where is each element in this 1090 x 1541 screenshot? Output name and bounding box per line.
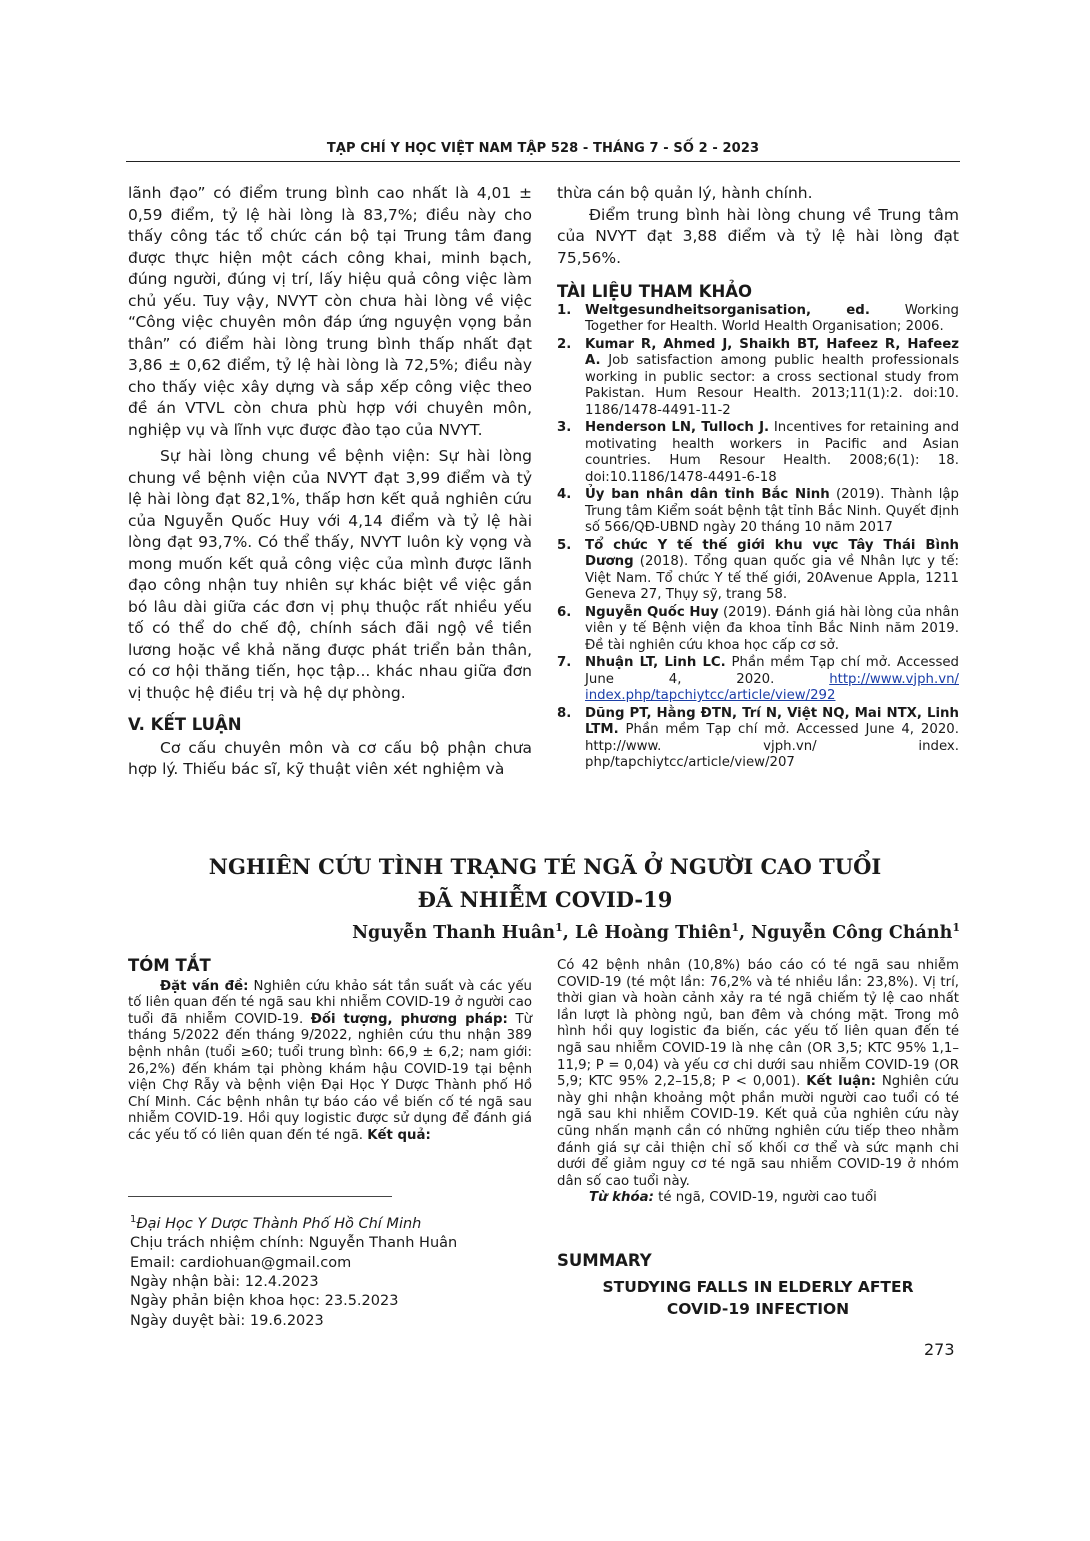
- summary-title-line: COVID-19 INFECTION: [666, 1300, 850, 1318]
- abstract-heading: TÓM TẮT: [128, 956, 211, 975]
- reference-number: 7.: [557, 655, 572, 670]
- abstract-paragraph: [128, 979, 532, 1145]
- reference-number: 4.: [557, 487, 572, 502]
- footnote-received: Ngày nhận bài: 12.4.2023: [130, 1274, 319, 1291]
- left-column-body: [128, 183, 532, 781]
- reference-body: (2018). Tổng quan quốc gia về Nhân lực y tế: Việt Nam. Tổ chức Y tế thế giới, 20Avenue Appla, 1211 Geneva 27, Thụy sỹ, trang 58.: [585, 554, 959, 602]
- reference-number: 3.: [557, 420, 572, 435]
- reference-item: [557, 303, 959, 336]
- reference-text: [585, 337, 959, 420]
- reference-authors: Ủy ban nhân dân tỉnh Bắc Ninh: [585, 487, 830, 502]
- right-column-body: [557, 183, 959, 773]
- reference-body: Phần mềm Tạp chí mở. Accessed June 4, 2020.: [585, 655, 959, 687]
- reference-link[interactable]: http://www.vjph.vn/ index.php/tapchiytcc/article/view/292: [585, 671, 959, 703]
- reference-authors: Henderson LN, Tulloch J.: [585, 420, 770, 435]
- reference-body: Phần mềm Tạp chí mở. Accessed June 4, 2020. http://www. vjph.vn/ index. php/tapchiytcc/article/view/207: [585, 722, 959, 770]
- author-name: Lê Hoàng Thiên: [574, 922, 732, 943]
- reference-item: [557, 655, 959, 705]
- reference-number: 2.: [557, 336, 572, 352]
- abstract-label: Đối tượng, phương pháp:: [310, 1011, 508, 1027]
- footnote-accepted: Ngày duyệt bài: 19.6.2023: [130, 1312, 324, 1329]
- reference-text: [585, 487, 959, 537]
- affiliation-mark: 1: [731, 921, 739, 934]
- reference-authors: Tổ chức Y tế thế giới khu vực Tây Thái Bình Dương: [585, 537, 959, 569]
- reference-text: [585, 605, 959, 655]
- abstract-text: Có 42 bệnh nhân (10,8%) báo cáo có té ngã sau nhiễm COVID-19 (té một lần: 76,2% và té nhiều lần: 23,8%). Vị trí, thời gian và hoàn cảnh xảy ra té ngã chiếm tỷ lệ cao nhất lần lượt là phòng ngủ, ban đêm và chóng mặt. Trong mô hình hồi quy logistic đa biến, các yếu tố liên quan đến té ngã sau nhiễm COVID-19 là nhẹ cân (OR 3,5; KTC 95% 1,1–11,9; P = 0,04) và yếu cơ chi dưới sau nhiễm COVID-19 (OR 5,9; KTC 95% 2,2–15,8; P < 0,001).: [557, 958, 959, 1090]
- affiliation-mark: 1: [555, 921, 563, 934]
- reference-item: [557, 605, 959, 655]
- abstract-text: Từ tháng 5/2022 đến tháng 9/2022, nghiên cứu thu nhận 389 bệnh nhân (tuổi ≥60; tuổi trung bình: 66,9 ± 6,2; nam giới: 26,2%) đến khám tại phòng khám hậu COVID-19 tại bệnh viện Chợ Rẫy và bệnh viện Đại Học Y Dược Thành phố Hồ Chí Minh. Các bệnh nhân tự báo cáo về biến cố té ngã sau nhiễm COVID-19. Hồi quy logistic được sử dụng để đánh giá các yếu tố có liên quan đến té ngã.: [128, 1011, 532, 1143]
- summary-heading: SUMMARY: [557, 1251, 652, 1270]
- footnotes: [130, 1210, 530, 1331]
- body-paragraph: Cơ cấu chuyên môn và cơ cấu bộ phận chưa hợp lý. Thiếu bác sĩ, kỹ thuật viên xét nghiệm và: [128, 738, 532, 778]
- abstract-label: Kết quả:: [367, 1127, 431, 1143]
- affiliation-mark: 1: [130, 1214, 137, 1225]
- reference-number: 6.: [557, 604, 572, 620]
- reference-item: [557, 487, 959, 537]
- article-title-line: NGHIÊN CỨU TÌNH TRẠNG TÉ NGÃ Ở NGƯỜI CAO TUỔI: [208, 854, 882, 879]
- reference-text: [585, 303, 959, 336]
- body-paragraph: thừa cán bộ quản lý, hành chính.: [557, 184, 813, 202]
- reference-item: [557, 538, 959, 604]
- reference-text: [585, 706, 959, 772]
- abstract-left: [128, 958, 532, 1145]
- reference-body: Incentives for retaining and motivating health workers in Pacific and Asian countries. Hum Resour Health. 2008;6(1): 18. doi:10.1186/1478-4491-6-18: [585, 420, 960, 485]
- reference-body: (2019). Thành lập Trung tâm Kiểm soát bệnh tật tỉnh Bắc Ninh. Quyết định số 566/QĐ-UBND ngày 20 tháng 10 năm 2017: [585, 487, 959, 535]
- reference-body: Job satisfaction among public health professionals working in public sector: a cross sectional study from Pakistan. Hum Resour Health. 2013;11(1):2. doi:10. 1186/1478-4491-11-2: [585, 353, 959, 418]
- abstract-paragraph: [557, 958, 959, 1190]
- keywords: [557, 1190, 959, 1207]
- reference-body: (2019). Đánh giá hài lòng của nhân viên y tế Bệnh viện đa khoa tỉnh Bắc Ninh năm 2019. Đề tài nghiên cứu khoa học cấp cơ sở.: [585, 604, 959, 653]
- summary-title: [557, 1276, 959, 1320]
- footnote-reviewed: Ngày phản biện khoa học: 23.5.2023: [130, 1293, 399, 1310]
- article-title-line: ĐÃ NHIỄM COVID-19: [417, 887, 673, 912]
- footnote-corresponding: Chịu trách nhiệm chính: Nguyễn Thanh Huân: [130, 1235, 458, 1252]
- author-separator: ,: [738, 922, 752, 943]
- reference-number: 1.: [557, 302, 572, 318]
- keywords-text: té ngã, COVID-19, người cao tuổi: [653, 1190, 877, 1206]
- body-paragraph: Điểm trung bình hài lòng chung về Trung tâm của NVYT đạt 3,88 điểm và tỷ lệ hài lòng đạt 75,56%.: [557, 205, 959, 267]
- reference-authors: Nguyễn Quốc Huy: [585, 604, 719, 620]
- footnote-email: Email: cardiohuan@gmail.com: [130, 1254, 352, 1271]
- reference-text: [585, 655, 959, 705]
- reference-item: [557, 337, 959, 420]
- keywords-label: Từ khóa:: [589, 1190, 654, 1206]
- abstract-right: [557, 958, 959, 1207]
- reference-authors: Nhuận LT, Linh LC.: [585, 655, 726, 670]
- affiliation-mark: 1: [952, 921, 960, 934]
- article-title: [160, 850, 930, 916]
- page-number: 273: [924, 1340, 955, 1359]
- reference-body: Working Together for Health. World Health Organisation; 2006.: [585, 302, 959, 334]
- reference-item: [557, 706, 959, 772]
- journal-header: TẠP CHÍ Y HỌC VIỆT NAM TẬP 528 - THÁNG 7 - SỐ 2 - 2023: [326, 141, 760, 156]
- reference-authors: Kumar R, Ahmed J, Shaikh BT, Hafeez R, Hafeez A.: [585, 336, 959, 368]
- affiliation-name: Đại Học Y Dược Thành Phố Hồ Chí Minh: [136, 1215, 422, 1232]
- body-paragraph: Sự hài lòng chung về bệnh viện: Sự hài lòng chung về bệnh viện của NVYT đạt 3,99 điểm và tỷ lệ hài lòng đạt 82,1%, thấp hơn kết quả nghiên cứu của Nguyễn Quốc Huy với 4,14 điểm và tỷ lệ hài lòng đạt 93,7%. Có thể thấy, NVYT luôn kỳ vọng và mong muốn kết quả công việc của mình được lãnh đạo công nhận tuy nhiên sự khác biệt về việc gắn bó lâu dài giữa các đơn vị phụ thuộc rất nhiều yếu tố có thể do chế độ, chính sách đãi ngộ về tiền lương hoặc về khả năng được phát triển bản thân, có cơ hội thăng tiến, học tập... khác nhau giữa đơn vị thuộc hệ điều trị và hệ dự phòng.: [128, 447, 532, 702]
- author-name: Nguyễn Công Chánh: [751, 922, 953, 943]
- reference-number: 8.: [557, 705, 572, 721]
- section-heading-conclusion: V. KẾT LUẬN: [128, 715, 242, 734]
- reference-text: [585, 538, 959, 604]
- footnote-divider: [128, 1196, 392, 1197]
- reference-text: [585, 420, 959, 486]
- reference-authors: Weltgesundheitsorganisation, ed.: [585, 302, 870, 318]
- abstract-text: Nghiên cứu này ghi nhận khoảng một phần mười người cao tuổi có té ngã sau khi nhiễm COVID-19. Kết quả của nghiên cứu này cũng nhấn mạnh cần có những nghiên cứu tiếp theo nhằm đánh giá sự cải thiện chỉ số khối cơ thể và sức mạnh chi dưới để giảm nguy cơ té ngã sau nhiễm COVID-19 ở nhóm dân số cao tuổi này.: [557, 1074, 959, 1189]
- section-heading-references: TÀI LIỆU THAM KHẢO: [557, 282, 753, 301]
- author-list: [260, 921, 960, 943]
- reference-item: [557, 420, 959, 486]
- abstract-label: Đặt vấn đề:: [160, 978, 249, 994]
- reference-authors: Dũng PT, Hằng ĐTN, Trí N, Việt NQ, Mai NTX, Linh LTM.: [585, 705, 959, 737]
- footnote-affiliation: [130, 1210, 530, 1234]
- author-separator: ,: [562, 922, 575, 943]
- summary-title-line: STUDYING FALLS IN ELDERLY AFTER: [602, 1278, 914, 1296]
- reference-list: [557, 303, 959, 772]
- abstract-text: Nghiên cứu khảo sát tần suất và các yếu tố liên quan đến té ngã sau khi nhiễm COVID-19 ở người cao tuổi đã nhiễm COVID-19.: [128, 978, 532, 1027]
- header-divider: [126, 161, 960, 162]
- abstract-label: Kết luận:: [806, 1074, 876, 1090]
- reference-number: 5.: [557, 537, 572, 553]
- author-name: Nguyễn Thanh Huân: [352, 922, 556, 943]
- body-paragraph: lãnh đạo” có điểm trung bình cao nhất là 4,01 ± 0,59 điểm, tỷ lệ hài lòng là 83,7%; điều này cho thấy công tác tổ chức cán bộ tại Trung tâm đang được thực hiện một cách công khai, minh bạch, đúng người, đúng vị trí, lấy hiệu quả công việc làm chủ yếu. Tuy vậy, NVYT còn chưa hài lòng về việc “Công việc chuyên môn đáp ứng nguyện vọng bản thân” có điểm hài lòng trung bình thấp nhất đạt 3,86 ± 0,62 điểm, tỷ lệ hài lòng là 72,5%; điều này cho thấy việc xây dựng và sắp xếp công việc theo đề án VTVL còn chưa phù hợp với chuyên môn, nghiệp vụ và lĩnh vực được đào tạo của NVYT.: [128, 184, 532, 439]
